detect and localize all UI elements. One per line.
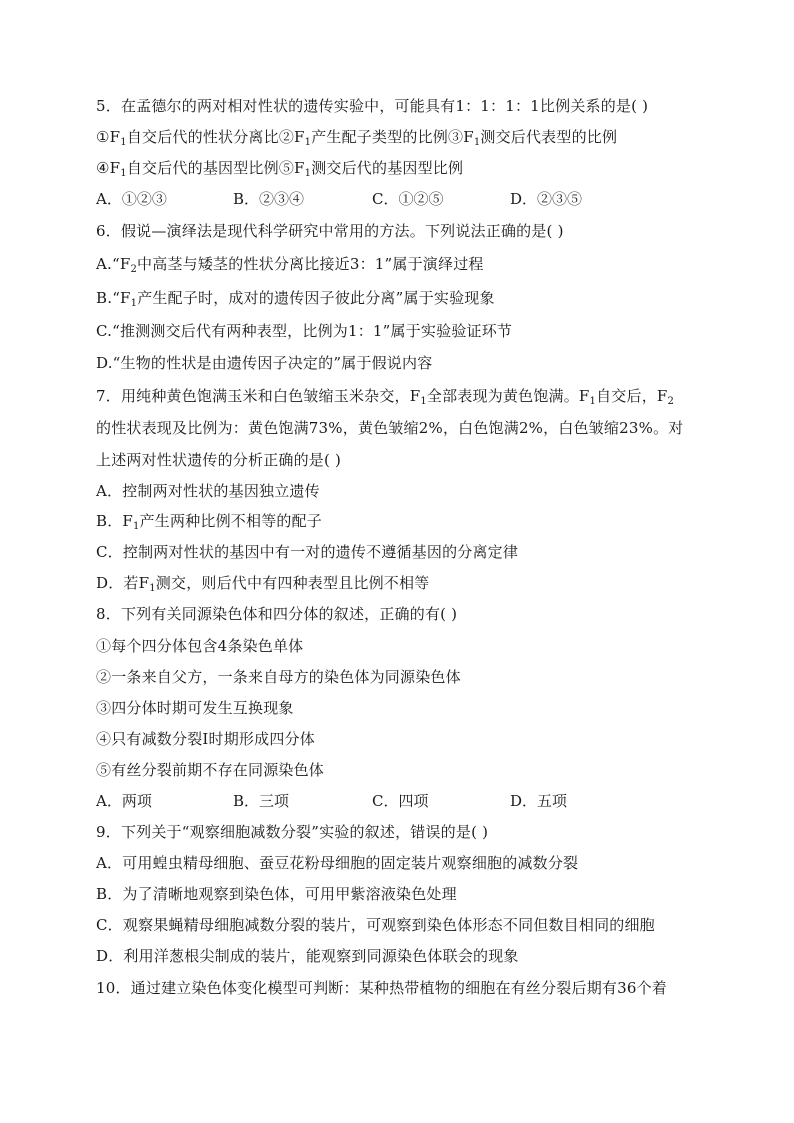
- q5-line2: $①F_1$自交后代的性状分离比$②F_1$产生配子类型的比例$③F_1$测交后代表型的比例: [96, 128, 618, 148]
- q5-option-c[interactable]: C．①②⑤: [372, 190, 444, 208]
- q5-line3: $④F_1$自交后代的基因型比例$⑤F_1$测交后代的基因型比例: [96, 159, 464, 179]
- q8-option-a[interactable]: A．两项: [96, 792, 152, 810]
- q7-stem-line2: 的性状表现及比例为：黄色饱满73%，黄色皱缩2%，白色饱满2%，白色皱缩23%。对: [96, 419, 684, 437]
- q7-option-c[interactable]: C．控制两对性状的基因中有一对的遗传不遵循基因的分离定律: [96, 543, 519, 561]
- q7-option-a[interactable]: A．控制两对性状的基因独立遗传: [96, 482, 320, 500]
- q8-option-c[interactable]: C．四项: [372, 792, 429, 810]
- q7-stem-line3: 上述两对性状遗传的分析正确的是( ): [96, 451, 342, 469]
- q10-stem: 10．通过建立染色体变化模型可判断：某种热带植物的细胞在有丝分裂后期有36个着: [96, 979, 667, 997]
- q9-option-d[interactable]: D．利用洋葱根尖制成的装片，能观察到同源染色体联会的现象: [96, 947, 519, 965]
- q8-item-1: ①每个四分体包含4条染色单体: [96, 637, 304, 655]
- q7-stem-line1: 7．用纯种黄色饱满玉米和白色皱缩玉米杂交，$F_1$全部表现为黄色饱满。$F_1$自交后，$F_2$: [96, 387, 675, 407]
- q8-stem: 8．下列有关同源染色体和四分体的叙述，正确的有( ): [96, 605, 458, 623]
- q5-option-d[interactable]: D．②③⑤: [510, 190, 583, 208]
- q8-item-3: ③四分体时期可发生互换现象: [96, 699, 294, 717]
- q5-option-b[interactable]: B．②③④: [233, 190, 305, 208]
- q6-option-b[interactable]: $B.“F_1$产生配子时，成对的遗传因子彼此分离”属于实验现象: [96, 289, 495, 309]
- q5-stem: 5．在孟德尔的两对相对性状的遗传实验中，可能具有1：1：1：1比例关系的是( ): [96, 97, 649, 115]
- q6-option-c[interactable]: C.“推测测交后代有两种表型，比例为1：1”属于实验验证环节: [96, 322, 513, 340]
- q5-option-a[interactable]: A．①②③: [96, 190, 167, 208]
- q8-item-2: ②一条来自父方，一条来自母方的染色体为同源染色体: [96, 668, 461, 686]
- q8-option-b[interactable]: B．三项: [233, 792, 290, 810]
- q6-option-a[interactable]: $A.“F_2$中高茎与矮茎的性状分离比接近3：1”属于演绎过程: [96, 255, 484, 275]
- q6-stem: 6．假说—演绎法是现代科学研究中常用的方法。下列说法正确的是( ): [96, 222, 564, 240]
- q9-option-c[interactable]: C．观察果蝇精母细胞减数分裂的装片，可观察到染色体形态不同但数目相同的细胞: [96, 916, 655, 934]
- q8-item-5: ⑤有丝分裂前期不存在同源染色体: [96, 761, 325, 779]
- q6-option-d[interactable]: D.“生物的性状是由遗传因子决定的”属于假说内容: [96, 354, 433, 372]
- q8-item-4: ④只有减数分裂Ⅰ时期形成四分体: [96, 730, 315, 748]
- q7-option-d[interactable]: D．若$F_1$测交，则后代中有四种表型且比例不相等: [96, 574, 430, 594]
- q8-option-d[interactable]: D．五项: [510, 792, 568, 810]
- q9-option-a[interactable]: A．可用蝗虫精母细胞、蚕豆花粉母细胞的固定装片观察细胞的减数分裂: [96, 854, 579, 872]
- q9-stem: 9．下列关于“观察细胞减数分裂”实验的叙述，错误的是( ): [96, 823, 489, 841]
- q9-option-b[interactable]: B．为了清晰地观察到染色体，可用甲紫溶液染色处理: [96, 885, 457, 903]
- q7-option-b[interactable]: B．$F_1$产生两种比例不相等的配子: [96, 512, 322, 532]
